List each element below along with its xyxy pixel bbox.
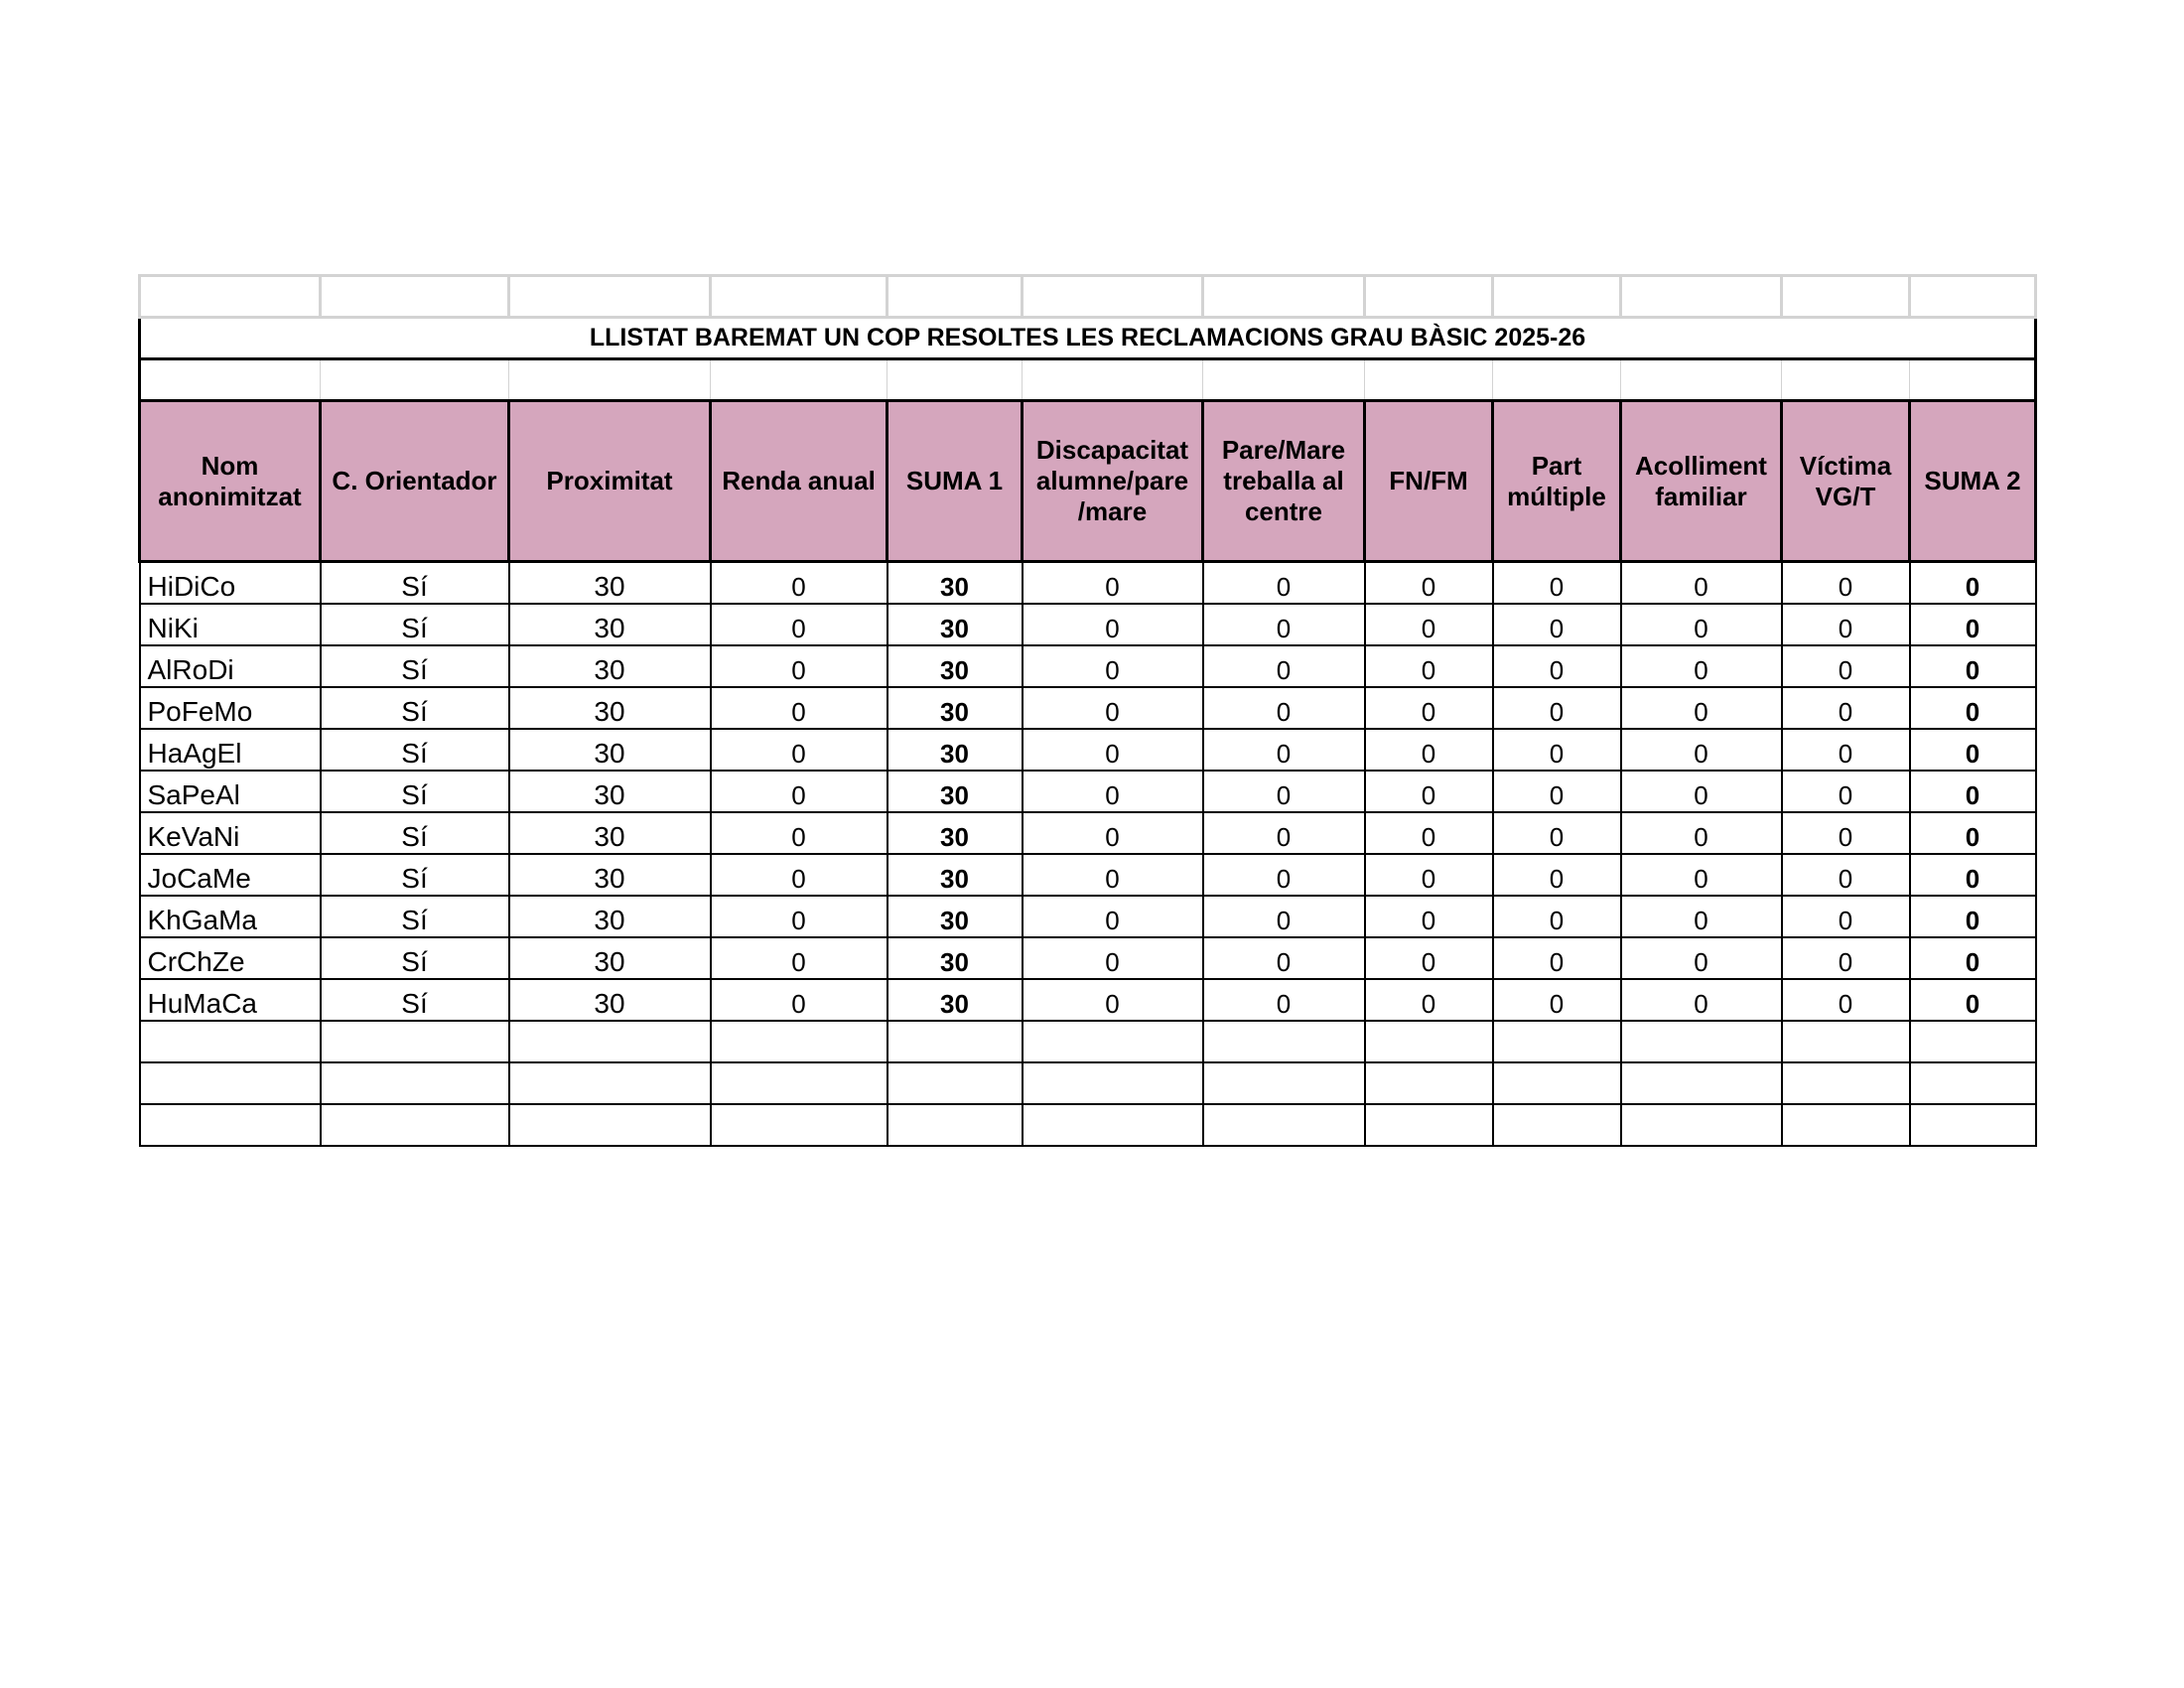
- table-cell: 0: [711, 812, 887, 854]
- top-grid-row: [140, 276, 2036, 318]
- column-header: Proximitat: [509, 401, 711, 562]
- table-cell: 0: [1023, 979, 1203, 1021]
- column-header: Pare/Mare treballa al centre: [1203, 401, 1365, 562]
- empty-cell: [711, 1021, 887, 1062]
- table-cell: Sí: [321, 604, 509, 645]
- empty-cell: [1910, 1021, 2036, 1062]
- table-cell: 30: [509, 812, 711, 854]
- table-cell: Sí: [321, 687, 509, 729]
- table-cell: 30: [887, 729, 1023, 771]
- table-cell: 0: [711, 937, 887, 979]
- table-cell: 0: [1023, 896, 1203, 937]
- empty-cell: [1203, 1062, 1365, 1104]
- name-cell: KhGaMa: [140, 896, 321, 937]
- empty-cell: [1493, 1021, 1621, 1062]
- table-row: [140, 979, 2036, 1021]
- table-cell: 0: [1782, 979, 1910, 1021]
- name-cell: JoCaMe: [140, 854, 321, 896]
- table-cell: 0: [1621, 771, 1782, 812]
- table-cell: 30: [887, 645, 1023, 687]
- table-cell: 0: [711, 729, 887, 771]
- table-row: [140, 854, 2036, 896]
- table-cell: 0: [1023, 687, 1203, 729]
- empty-cell: [1365, 1021, 1493, 1062]
- table-cell: 0: [1621, 812, 1782, 854]
- blank-row: [140, 359, 2036, 401]
- table-cell: 0: [1203, 687, 1365, 729]
- column-header: SUMA 1: [887, 401, 1023, 562]
- table-cell: 0: [1203, 771, 1365, 812]
- column-header: C. Orientador: [321, 401, 509, 562]
- table-cell: 30: [509, 604, 711, 645]
- table-cell: 0: [1493, 729, 1621, 771]
- table-cell: 0: [1365, 729, 1493, 771]
- table-cell: 0: [1023, 562, 1203, 604]
- empty-cell: [1023, 1062, 1203, 1104]
- name-cell: CrChZe: [140, 937, 321, 979]
- column-header: Renda anual: [711, 401, 887, 562]
- table-cell: 30: [509, 771, 711, 812]
- header-row: [140, 401, 2036, 562]
- table-cell: 0: [1203, 937, 1365, 979]
- table-row: [140, 645, 2036, 687]
- table-cell: 0: [1782, 729, 1910, 771]
- empty-cell: [321, 1104, 509, 1146]
- table-cell: Sí: [321, 771, 509, 812]
- table-cell: 30: [887, 562, 1023, 604]
- empty-cell: [321, 1062, 509, 1104]
- table-cell: 0: [1621, 687, 1782, 729]
- empty-cell: [1493, 1062, 1621, 1104]
- table-cell: 0: [1782, 937, 1910, 979]
- table-cell: 0: [1910, 896, 2036, 937]
- table-row: [140, 562, 2036, 604]
- empty-cell: [1023, 1104, 1203, 1146]
- table-cell: 0: [1023, 812, 1203, 854]
- table-cell: 0: [1203, 812, 1365, 854]
- table-cell: 0: [1493, 854, 1621, 896]
- table-cell: 0: [711, 562, 887, 604]
- table-cell: 0: [711, 979, 887, 1021]
- empty-cell: [509, 1104, 711, 1146]
- table-cell: 0: [1493, 812, 1621, 854]
- name-cell: NiKi: [140, 604, 321, 645]
- column-header: Part múltiple: [1493, 401, 1621, 562]
- empty-cell: [887, 1104, 1023, 1146]
- name-cell: HaAgEl: [140, 729, 321, 771]
- table-cell: 0: [711, 896, 887, 937]
- table-cell: 0: [1493, 645, 1621, 687]
- table-cell: 0: [1910, 771, 2036, 812]
- table-cell: 0: [1910, 979, 2036, 1021]
- table-cell: 0: [1910, 812, 2036, 854]
- empty-cell: [1203, 1104, 1365, 1146]
- table-cell: 30: [509, 937, 711, 979]
- column-header: Acolliment familiar: [1621, 401, 1782, 562]
- table-cell: 0: [1023, 604, 1203, 645]
- name-cell: PoFeMo: [140, 687, 321, 729]
- table-title: LLISTAT BAREMAT UN COP RESOLTES LES RECLAMACIONS GRAU BÀSIC 2025-26: [140, 318, 2036, 359]
- table-cell: 0: [1203, 562, 1365, 604]
- table-cell: 0: [1782, 812, 1910, 854]
- table-cell: Sí: [321, 979, 509, 1021]
- table-row: [140, 771, 2036, 812]
- table-cell: 0: [1023, 937, 1203, 979]
- table-cell: 0: [1023, 854, 1203, 896]
- table-cell: 0: [1365, 812, 1493, 854]
- table-cell: 0: [1910, 562, 2036, 604]
- table-cell: 30: [887, 812, 1023, 854]
- table-cell: Sí: [321, 896, 509, 937]
- empty-cell: [509, 1021, 711, 1062]
- table-cell: 0: [711, 854, 887, 896]
- table-cell: 30: [509, 729, 711, 771]
- table-cell: 0: [1493, 979, 1621, 1021]
- table-cell: 0: [1365, 645, 1493, 687]
- table-row: [140, 687, 2036, 729]
- table-cell: 30: [509, 896, 711, 937]
- table-cell: 0: [1621, 854, 1782, 896]
- table-cell: Sí: [321, 645, 509, 687]
- table-cell: 0: [1621, 979, 1782, 1021]
- table-cell: 30: [887, 896, 1023, 937]
- column-header: FN/FM: [1365, 401, 1493, 562]
- empty-cell: [321, 1021, 509, 1062]
- column-header: SUMA 2: [1910, 401, 2036, 562]
- table-cell: 0: [1365, 771, 1493, 812]
- table-cell: 0: [1782, 687, 1910, 729]
- table-cell: 0: [1203, 645, 1365, 687]
- table-cell: 0: [1782, 604, 1910, 645]
- empty-cell: [1365, 1104, 1493, 1146]
- baremat-table: [138, 274, 2037, 1147]
- empty-cell: [1621, 1104, 1782, 1146]
- empty-cell: [1910, 1104, 2036, 1146]
- empty-cell: [887, 1021, 1023, 1062]
- table-cell: 0: [1621, 937, 1782, 979]
- table-cell: 30: [509, 687, 711, 729]
- table-cell: 30: [887, 937, 1023, 979]
- empty-cell: [1621, 1062, 1782, 1104]
- table-cell: 0: [1782, 854, 1910, 896]
- table-row: [140, 896, 2036, 937]
- table-cell: 0: [1910, 645, 2036, 687]
- empty-cell: [1365, 1062, 1493, 1104]
- empty-cell: [1782, 1062, 1910, 1104]
- table-cell: 0: [1910, 854, 2036, 896]
- table-cell: 0: [711, 645, 887, 687]
- empty-cell: [1203, 1021, 1365, 1062]
- table-cell: 0: [711, 604, 887, 645]
- table-cell: 0: [1910, 604, 2036, 645]
- table-cell: 0: [1493, 687, 1621, 729]
- empty-row: [140, 1104, 2036, 1146]
- table-cell: 30: [887, 604, 1023, 645]
- table-cell: 0: [1203, 604, 1365, 645]
- table-cell: 0: [1493, 604, 1621, 645]
- table-cell: 0: [1203, 896, 1365, 937]
- empty-cell: [1493, 1104, 1621, 1146]
- empty-cell: [140, 1021, 321, 1062]
- table-cell: 0: [1023, 771, 1203, 812]
- table-cell: 30: [509, 979, 711, 1021]
- empty-cell: [1910, 1062, 2036, 1104]
- table-cell: 0: [1782, 896, 1910, 937]
- table-cell: 0: [1782, 562, 1910, 604]
- table-cell: 0: [1621, 896, 1782, 937]
- table-cell: 0: [1493, 896, 1621, 937]
- table-cell: Sí: [321, 937, 509, 979]
- table-cell: 0: [1365, 896, 1493, 937]
- empty-cell: [140, 1062, 321, 1104]
- name-cell: HiDiCo: [140, 562, 321, 604]
- table-cell: 0: [1782, 645, 1910, 687]
- name-cell: KeVaNi: [140, 812, 321, 854]
- table-cell: 0: [711, 771, 887, 812]
- empty-row: [140, 1021, 2036, 1062]
- empty-cell: [887, 1062, 1023, 1104]
- title-row: [140, 318, 2036, 359]
- table-cell: 0: [1023, 645, 1203, 687]
- table-cell: 0: [1621, 562, 1782, 604]
- table-cell: 0: [1365, 979, 1493, 1021]
- table-cell: Sí: [321, 562, 509, 604]
- table-cell: 0: [1365, 854, 1493, 896]
- table-cell: 0: [711, 687, 887, 729]
- table-cell: 0: [1910, 687, 2036, 729]
- table-cell: Sí: [321, 812, 509, 854]
- empty-cell: [1023, 1021, 1203, 1062]
- column-header: Discapacitat alumne/pare /mare: [1023, 401, 1203, 562]
- table-cell: 0: [1621, 729, 1782, 771]
- table-cell: 30: [509, 645, 711, 687]
- table-cell: 30: [887, 979, 1023, 1021]
- table-cell: 30: [887, 771, 1023, 812]
- table-cell: 0: [1910, 937, 2036, 979]
- table-cell: 0: [1493, 771, 1621, 812]
- empty-cell: [711, 1062, 887, 1104]
- table-cell: 0: [1365, 562, 1493, 604]
- table-row: [140, 812, 2036, 854]
- table-cell: 0: [1365, 687, 1493, 729]
- column-header: Víctima VG/T: [1782, 401, 1910, 562]
- table-cell: 0: [1782, 771, 1910, 812]
- table-cell: Sí: [321, 729, 509, 771]
- empty-cell: [1782, 1104, 1910, 1146]
- empty-cell: [711, 1104, 887, 1146]
- empty-cell: [1782, 1021, 1910, 1062]
- name-cell: SaPeAl: [140, 771, 321, 812]
- empty-cell: [140, 1104, 321, 1146]
- table-cell: 0: [1493, 562, 1621, 604]
- table-row: [140, 937, 2036, 979]
- empty-row: [140, 1062, 2036, 1104]
- table-cell: 0: [1203, 729, 1365, 771]
- table-row: [140, 604, 2036, 645]
- name-cell: AlRoDi: [140, 645, 321, 687]
- table-cell: 0: [1023, 729, 1203, 771]
- table-cell: 0: [1203, 979, 1365, 1021]
- table-cell: 0: [1203, 854, 1365, 896]
- empty-cell: [1621, 1021, 1782, 1062]
- table-cell: 0: [1621, 604, 1782, 645]
- name-cell: HuMaCa: [140, 979, 321, 1021]
- table-cell: 0: [1365, 937, 1493, 979]
- table-cell: 30: [887, 854, 1023, 896]
- table-cell: Sí: [321, 854, 509, 896]
- table-cell: 0: [1493, 937, 1621, 979]
- table-cell: 30: [887, 687, 1023, 729]
- table-cell: 30: [509, 562, 711, 604]
- table-cell: 0: [1365, 604, 1493, 645]
- table-row: [140, 729, 2036, 771]
- empty-cell: [509, 1062, 711, 1104]
- table-cell: 0: [1621, 645, 1782, 687]
- column-header: Nom anonimitzat: [140, 401, 321, 562]
- table-cell: 0: [1910, 729, 2036, 771]
- table-cell: 30: [509, 854, 711, 896]
